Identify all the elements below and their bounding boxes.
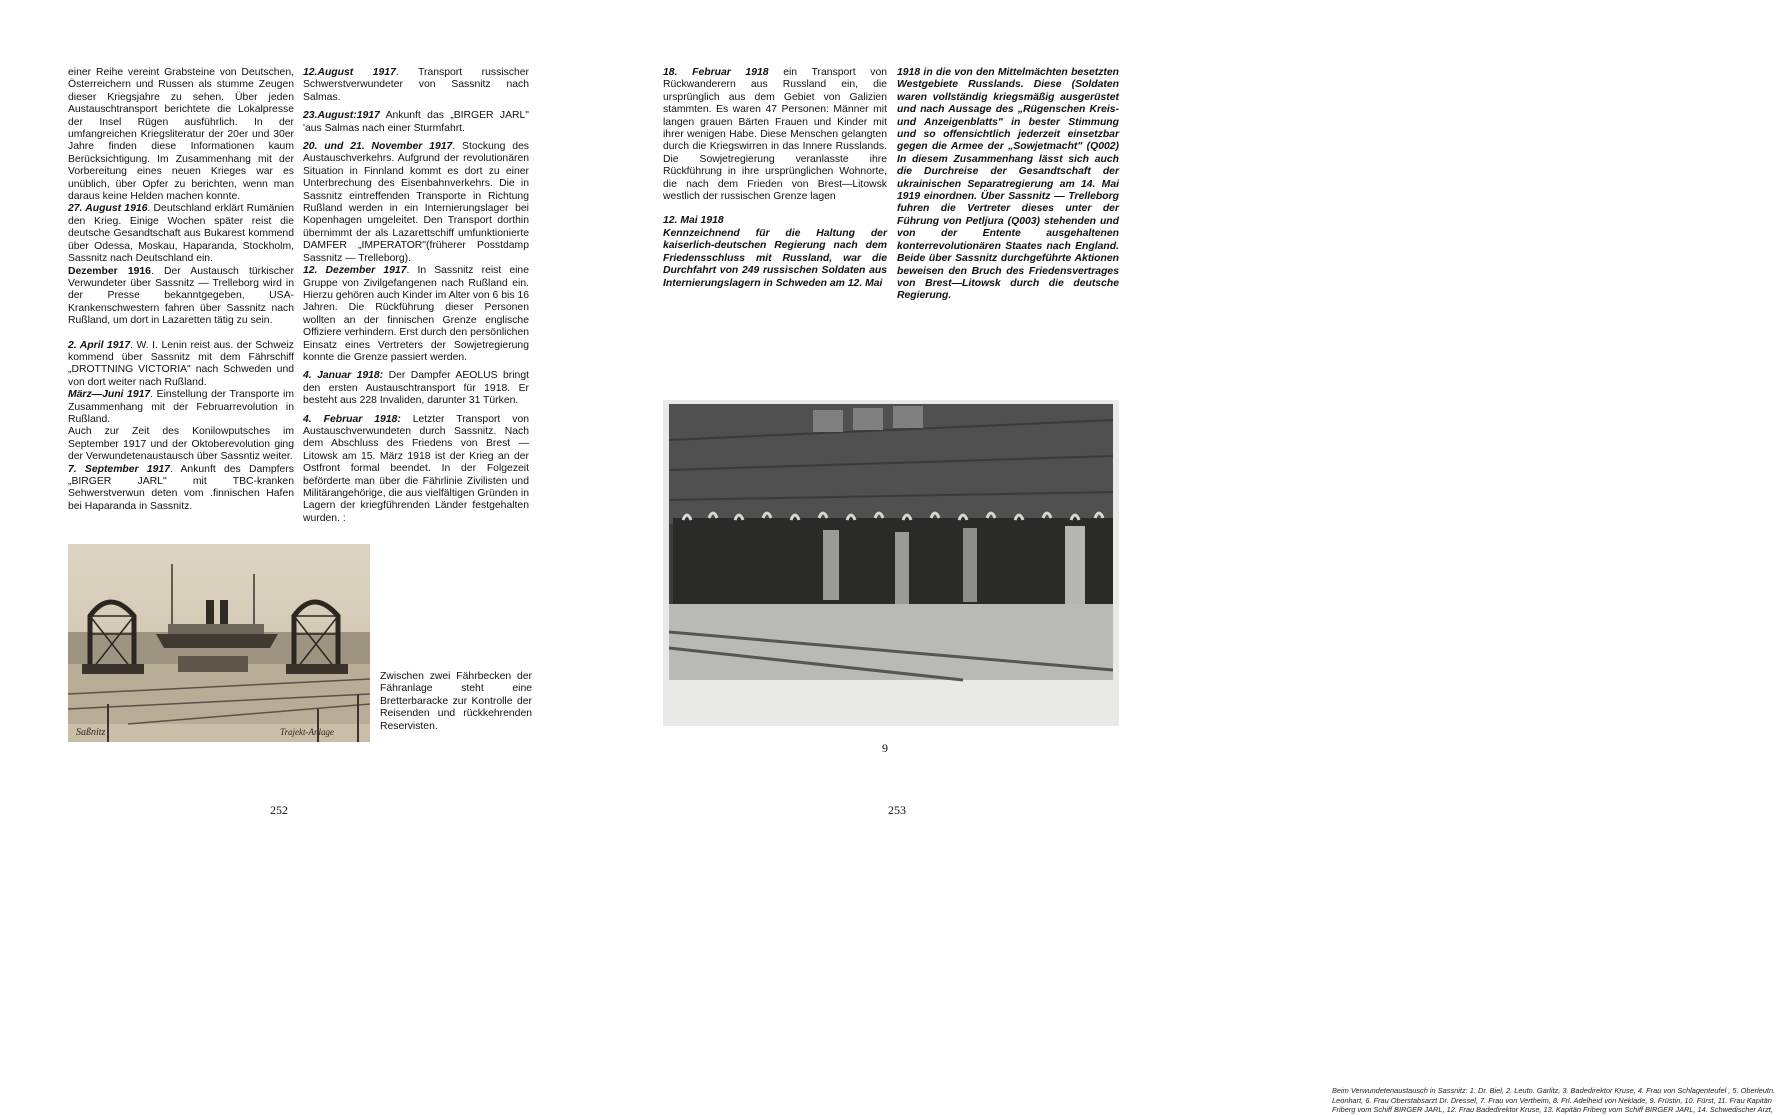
paragraph-text: Letzter Transport von Austauschverwundeten durch Sassnitz. Nach dem Abschluss des Friedens von Brest —Litowsk am 15. März 1918 ist der Krieg an der Ostfront formal beendet. In der Folgezeit beförderte man über die Fährlinie Zivilisten und Militärangehörige, die aus vielfältigen Gründen in Lagern der kriegführenden Länder festgehalten wurden. : [303,413,529,524]
paragraph-text: . Deutschland erklärt Rumänien den Krieg. Einige Wochen später reist die deutsche Gesandtschaft aus Bukarest kommend über Odessa, Moskau, Haparanda, Stockholm, Sassnitz nach Deutschland ein. [68,203,294,265]
right-page-column-2 [897,67,1119,303]
date-heading: 23.August:1917 [303,110,380,122]
date-heading: 2. April 1917 [68,339,131,351]
paragraph: Kennzeichnend für die Haltung der kaiserlich-deutschen Regierung nach dem Friedensschluss mit Russland, war die Durchfahrt von 249 russischen Soldaten aus Internierungslagern in Schweden am 12. Mai [663,227,887,289]
page-number-right: 253 [888,803,906,817]
group-photo-illustration [663,400,1119,726]
paragraph-text: . Einstellung der Transporte im Zusammenhang mit der Februarrevolution in Rußland. [68,389,294,425]
left-page-column-1 [68,67,294,513]
paragraph: 1918 in die von den Mittelmächten besetzten Westgebiete Russlands. Diese (Soldaten waren vollständig kriegsmäßig ausgerüstet und nach Aussage des „Rügenschen Kreis- und Anzeigenblatts" in bester Stimmung und so offensichtlich jederzeit einsetzbar gegen die Armee der „Sowjetmacht" (Q002) In diesem Zusammenhang lässt sich auch die Durchreise der Gesandtschaft der ukrainischen Separatregierung am 14. Mai 1919 einordnen. Über Sassnitz — Trelleborg fuhren die Vertreter dieses unter der Führung von Petljura (Q003) stehenden und von der Entente ausgehaltenen konterrevolutionären Staates nach England. Beide über Sassnitz durchgeführte Aktionen beweisen den Bruch des Friedensvertrages von Brest—Litowsk durch die deutsche Regierung. [897,67,1119,302]
paragraph [68,389,294,426]
paragraph [303,370,529,407]
paragraph: Auch zur Zeit des Konilowputsches im September 1917 und der Oktoberevolution ging der Verwundetenaustausch über Sassntiz weiter. [68,426,294,463]
ferry-photo-caption: Zwischen zwei Fährbecken der Fähranlage steht eine Bretterbaracke zur Kontrolle der Reisenden und rückkehrenden Reservisten. [380,671,532,732]
ferry-postcard-illustration [68,544,370,742]
paragraph-text: Der Dampfer AEOLUS bringt den ersten Austauschtransport für 1918. Er besteht aus 228 Invaliden, darunter 31 Türken. [303,370,529,407]
date-heading: 12. Dezember 1917 [303,265,407,277]
paragraph: einer Reihe vereint Grabsteine von Deutschen, Österreichern und Russen als stumme Zeugen dieser Kriegsjahre zu sehen. Über jeden Austauschtransport berichtete die Lokalpresse der Insel Rügen ausführlich. In der umfangreichen Kriegsliteratur der 20er und 30er Jahre finden diese Informationen kaum Berücksichtigung. Im Zusammenhang mit der Vorbereitung eines neuen Krieges war es unüblich, über Opfer zu berichten, wenn man daraus keine Helden machen konnte. [68,67,294,203]
left-page-column-2 [303,67,529,525]
paragraph-text: . Transport russischer Schwerstverwundeter von Sassnitz nach Salmas. [303,67,529,103]
date-heading: 20. und 21. November 1917 [303,141,453,153]
date-heading: 4. Februar 1918: [303,413,401,425]
figure-number: 9 [882,741,888,755]
date-heading: 18. Februar 1918 [663,67,769,78]
paragraph-text: . Der Austausch türkischer Verwundeter über Sassnitz — Trelleborg wird in der Presse bekanntgegeben, USA-Krankenschwestern fahren über Sassnitz nach Rußland, um dort in Lazaretten tätig zu sein. [68,265,294,327]
paragraph [68,203,294,265]
paragraph [303,67,529,104]
paragraph-text: . W. I. Lenin reist aus. der Schweiz kommend über Sassnitz mit dem Fährschiff „DROTTNING VICTORIA" nach Schweden und von dort weiter nach Rußland. [68,339,294,388]
date-heading: 12. Mai 1918 [663,215,724,227]
paragraph [68,266,294,328]
postcard-subject-label: Trajekt-Anlage [280,727,334,737]
paragraph [663,67,887,203]
paragraph [303,110,529,135]
paragraph [68,464,294,514]
ferry-postcard-photo [68,544,370,742]
group-photo-caption: Beim Verwundetenaustausch in Sassnitz: 1. Dr. Biel, 2. Leutn. Garlitz, 3. Badedirektor Kruse, 4. Frau von Schlagenteufel , 5. Oberleutn. Leonhart, 6. Frau Oberstabsarzt Dr. Dressel, 7. Frau von Vertheim, 8. Frl. Adelheid von Neklade, 9. Früstin, 10. Fürst, 11. Frau Kapitän Friberg vom Schiff BIRGER JARL, 12. Frau Badedirektor Kruse, 13. Kapitän Friberg vom Schiff BIRGER JARL, 14. Schwedischer Arzt, [1332,1086,1776,1115]
date-heading: Dezember 1916 [68,265,151,277]
paragraph [303,265,529,364]
date-heading: 12.August 1917 [303,67,396,78]
paragraph-text: ein Transport von Rückwanderern aus Russland ein, die ursprünglich aus dem Gebiet von Galizien stammten. Es waren 47 Personen: Männer mit langen grauen Bärten Frauen und Kinder mit ihrer wenigen Habe. Diese Menschen gelangten durch die Kriegswirren in das Innere Russlands. Die Sowjetregierung veranlasste ihre Rückführung in ihre ursprünglichen Wohnorte, die nach dem Frieden von Brest—Litowsk westlich der russischen Grenze lagen [663,67,887,203]
date-heading: März—Juni 1917 [68,389,151,401]
right-page-column-1 [663,67,887,290]
date-heading: 7. September 1917 [68,463,170,475]
date-heading: 27. August 1916 [68,203,148,215]
paragraph-text: Ankunft das „BIRGER JARL" 'aus Salmas nach einer Sturmfahrt. [303,110,529,134]
paragraph-text: . In Sassnitz reist eine Gruppe von Zivilgefangenen nach Rußland ein. Hierzu gehören auch Kinder im Alter von 6 bis 16 Jahren. Die Rückführung dieser Personen wollten an der finnischen Grenze englische Offiziere verhindern. Erst durch den persönlichen Einsatz eines Vertreters der Sowjetregierung konnte die Grenze passiert werden. [303,265,529,363]
paragraph-text: . Stockung des Austauschverkehrs. Aufgrund der revolutionären Situation in Finnland kommt es dort zu einer Unterbrechung des Eisenbahnverkehrs. Die in Sassnitz eintreffenden Transporte in Richtung Rußland werden in ein Internierungslager bei Kopenhagen umgeleitet. Den Transport dorthin übernimmt der als Lazarettschiff umfunktionierte DAMFER „IMPERATOR"(früherer Posstdamp Sassnitz — Trelleborg). [303,141,529,264]
paragraph-text: . Ankunft des Dampfers „BIRGER JARL" mit TBC-kranken Sehwerstverwun deten vom .finnischen Hafen bei Haparanda in Sassnitz. [68,463,294,512]
paragraph [303,414,529,526]
postcard-place-label: Saßnitz [76,727,106,738]
paragraph [68,340,294,390]
date-heading: 4. Januar 1918: [303,370,384,382]
page-number-left: 252 [270,803,288,817]
paragraph [303,141,529,265]
